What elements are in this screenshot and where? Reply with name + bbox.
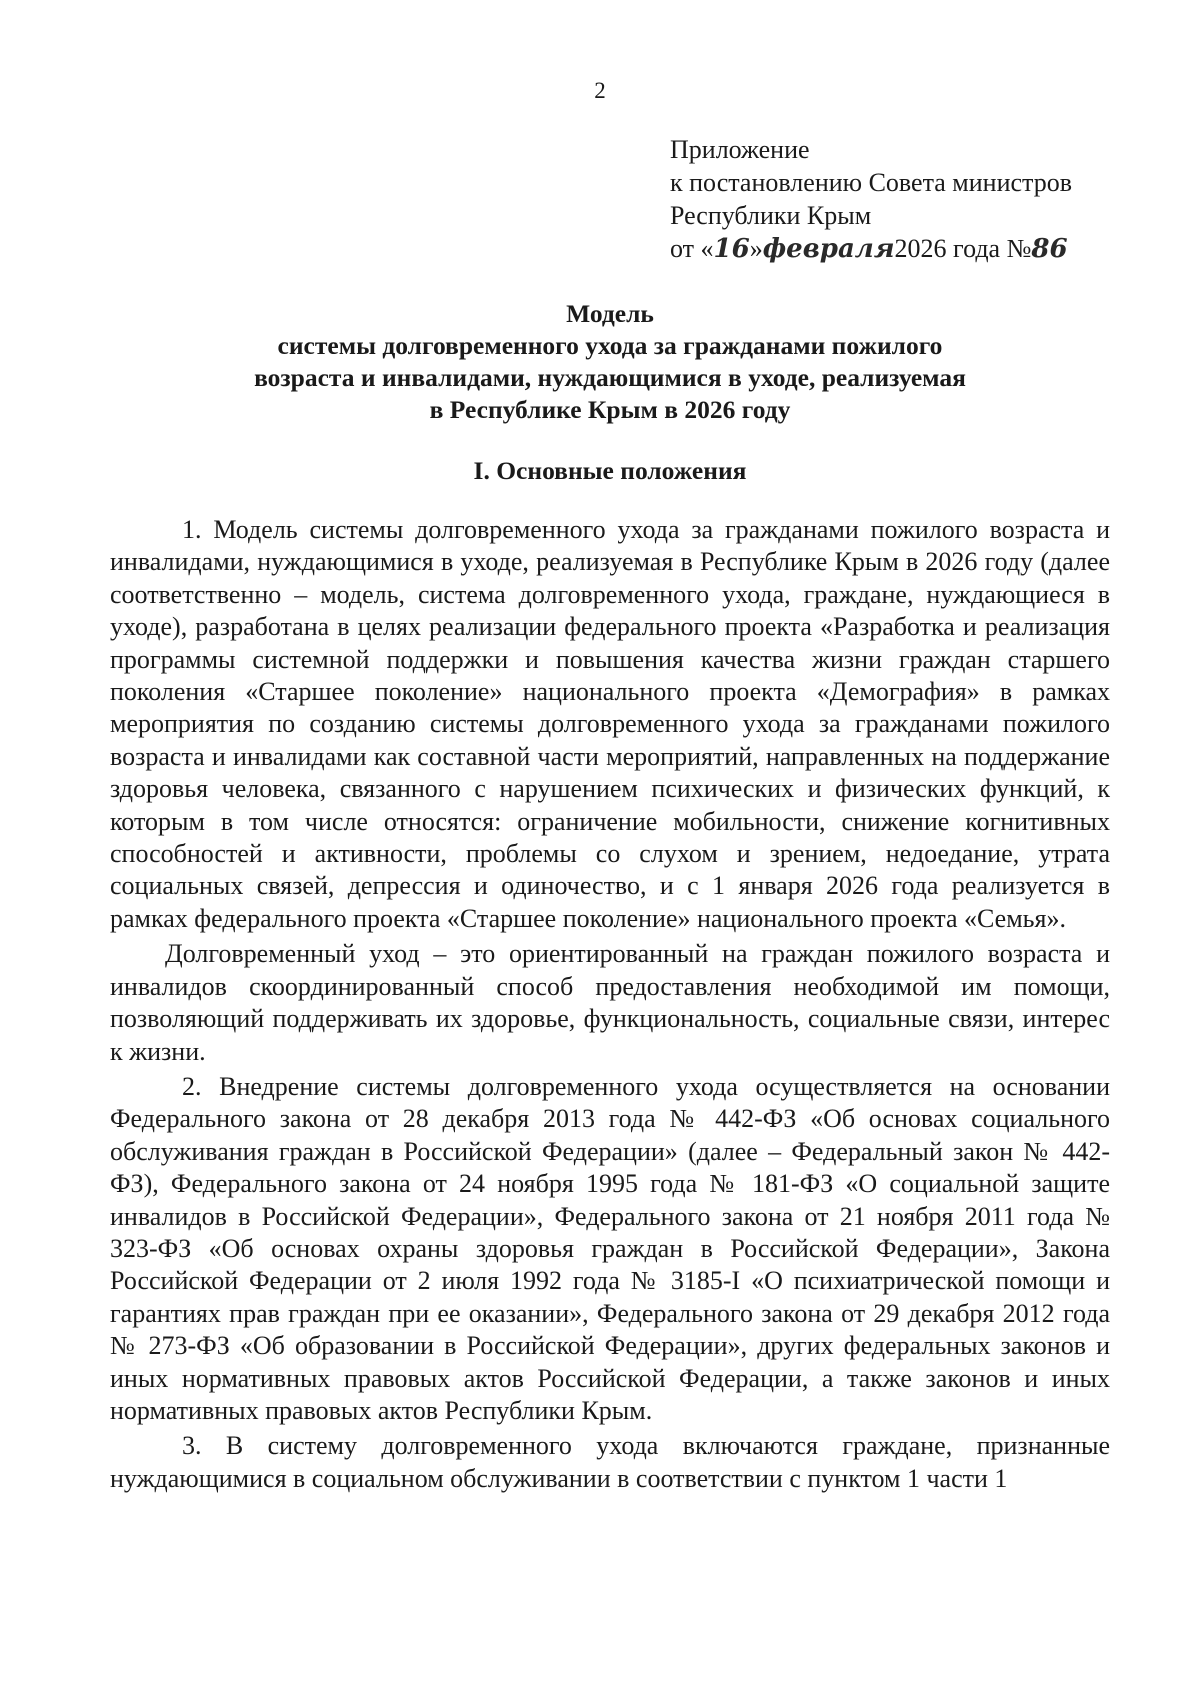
page-number: 2 xyxy=(594,78,606,103)
date-mid: » xyxy=(749,234,763,263)
document-title xyxy=(110,298,1110,426)
handwritten-number: 86 xyxy=(1031,234,1068,264)
title-line-2: системы долговременного ухода за гражданами пожилого xyxy=(277,331,943,360)
paragraph-2: Долговременный уход – это ориентированный на граждан пожилого возраста и инвалидов скоординированный способ предоставления необходимой им помощи, позволяющий поддерживать их здоровье, функциональность, социальные связи, интерес к жизни. xyxy=(110,939,1110,1066)
appendix-block xyxy=(670,133,1072,266)
title-line-1: Модель xyxy=(566,299,654,328)
title-line-3: возраста и инвалидами, нуждающимися в уходе, реализуемая xyxy=(254,363,966,392)
handwritten-day: 16 xyxy=(713,234,750,264)
appendix-date-line xyxy=(670,232,1072,266)
paragraph-1: 1. Модель системы долговременного ухода за гражданами пожилого возраста и инвалидами, нуждающимися в уходе, реализуемая в Республике Крым в 2026 году (далее соответственно – модель, система долговременного ухода, граждане, нуждающиеся в уходе), разработана в целях реализации федерального проекта «Разработка и реализация программы системной поддержки и повышения качества жизни граждан старшего поколения «Старшее поколение» национального проекта «Демография» в рамках мероприятия по созданию системы долговременного ухода за гражданами пожилого возраста и инвалидами как составной части мероприятий, направленных на поддержание здоровья человека, связанного с нарушением психических и физических функций, к которым в том числе относятся: ограничение мобильности, снижение когнитивных способностей и активности, проблемы со слухом и зрением, недоедание, утрата социальных связей, депрессия и одиночество, и с 1 января 2026 года реализуется в рамках федерального проекта «Старшее поколение» национального проекта «Семья». xyxy=(110,515,1110,933)
handwritten-month: февраля xyxy=(762,234,895,264)
title-line-4: в Республике Крым в 2026 году xyxy=(429,395,791,424)
section-heading: I. Основные положения xyxy=(473,456,747,485)
paragraph-4: 3. В систему долговременного ухода включаются граждане, признанные нуждающимися в социальном обслуживании в соответствии с пунктом 1 части 1 xyxy=(110,1431,1110,1493)
paragraph-3: 2. Внедрение системы долговременного ухода осуществляется на основании Федерального закона от 28 декабря 2013 года № 442-ФЗ «Об основах социального обслуживания граждан в Российской Федерации» (далее – Федеральный закон № 442-ФЗ), Федерального закона от 24 ноября 1995 года № 181-ФЗ «О социальной защите инвалидов в Российской Федерации», Федерального закона от 21 ноября 2011 года № 323-ФЗ «Об основах охраны здоровья граждан в Российской Федерации», Закона Российской Федерации от 2 июля 1992 года № 3185-I «О психиатрической помощи и гарантиях прав граждан при ее оказании», Федерального закона от 29 декабря 2012 года № 273-ФЗ «Об образовании в Российской Федерации», других федеральных законов и иных нормативных правовых актов Российской Федерации, а также законов и иных нормативных правовых актов Республики Крым. xyxy=(110,1071,1110,1425)
date-prefix: от « xyxy=(670,234,714,263)
appendix-line-3: Республики Крым xyxy=(670,201,872,230)
body-text xyxy=(110,514,1110,1498)
appendix-line-1: Приложение xyxy=(670,135,810,164)
date-suffix: 2026 года № xyxy=(894,234,1032,263)
appendix-line-2: к постановлению Совета министров xyxy=(670,168,1072,197)
